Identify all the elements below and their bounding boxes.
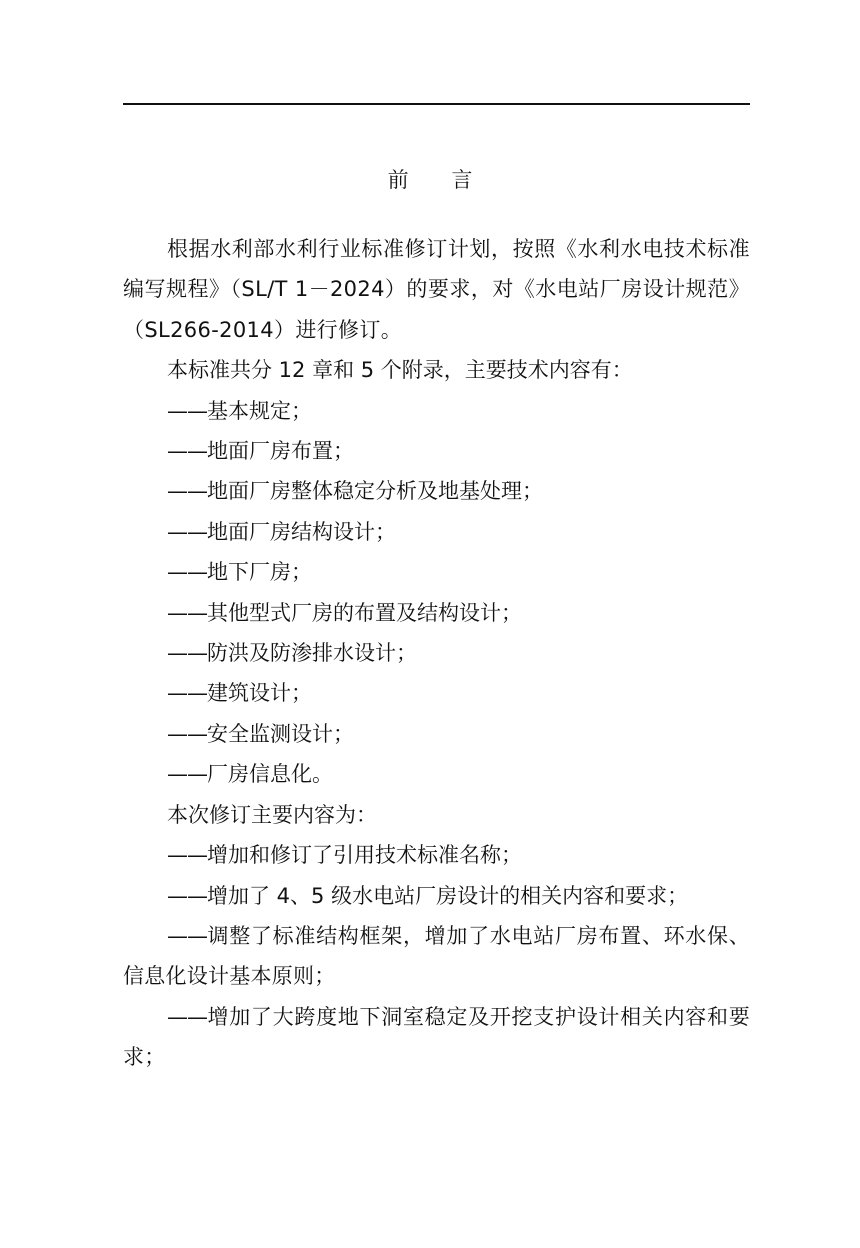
list-item-text: 增加了 4、5 级水电站厂房设计的相关内容和要求； [207, 883, 689, 908]
list-item-text: 其他型式厂房的布置及结构设计； [207, 600, 522, 625]
list-item-text: 地面厂房整体稳定分析及地基处理； [207, 479, 543, 504]
list-item-text: 基本规定； [207, 398, 312, 423]
dash-marker: —— [167, 398, 207, 423]
list-item [123, 633, 750, 673]
list-item-text: 厂房信息化。 [207, 762, 333, 787]
intro-paragraph: 根据水利部水利行业标准修订计划，按照《水利水电技术标准编写规程》（SL/T 1－2024）的要求，对《水电站厂房设计规范》（SL266-2014）进行修订。 [123, 237, 750, 342]
dash-marker: —— [167, 762, 207, 787]
dash-marker: —— [167, 843, 207, 868]
list-item [123, 754, 750, 794]
list-item [123, 714, 750, 754]
technical-contents-list [123, 391, 750, 795]
list-item [123, 997, 750, 1078]
header-rule [123, 103, 750, 105]
document-body [123, 229, 750, 1078]
list-item [123, 471, 750, 511]
list-item-text: 增加和修订了引用技术标准名称； [207, 843, 522, 868]
list-item-text: 增加了大跨度地下洞室稳定及开挖支护设计相关内容和要求； [123, 1004, 750, 1070]
dash-marker: —— [167, 519, 207, 544]
dash-marker: —— [167, 923, 207, 948]
list-item-text: 调整了标准结构框架，增加了水电站厂房布置、环水保、信息化设计基本原则； [123, 923, 750, 989]
list-item-text: 建筑设计； [207, 681, 312, 706]
dash-marker: —— [167, 479, 207, 504]
list-item [123, 431, 750, 471]
revision-contents-intro: 本次修订主要内容为： [167, 802, 377, 827]
dash-marker: —— [167, 439, 207, 464]
dash-marker: —— [167, 560, 207, 585]
list-item-text: 地面厂房结构设计； [207, 519, 396, 544]
dash-marker: —— [167, 883, 207, 908]
list-item [123, 916, 750, 997]
dash-marker: —— [167, 600, 207, 625]
revision-contents-list [123, 835, 750, 1077]
technical-contents-intro: 本标准共分 12 章和 5 个附录，主要技术内容有： [167, 358, 633, 383]
dash-marker: —— [167, 681, 207, 706]
page-title: 前 言 [387, 168, 491, 192]
list-item [123, 593, 750, 633]
list-item [123, 512, 750, 552]
list-item-text: 地面厂房布置； [207, 439, 354, 464]
dash-marker: —— [167, 641, 207, 666]
list-item [123, 673, 750, 713]
list-item [123, 552, 750, 592]
list-item-text: 地下厂房； [207, 560, 312, 585]
list-item [123, 876, 750, 916]
list-item-text: 防洪及防渗排水设计； [207, 641, 417, 666]
dash-marker: —— [167, 1004, 207, 1029]
list-item [123, 391, 750, 431]
dash-marker: —— [167, 721, 207, 746]
list-item [123, 835, 750, 875]
list-item-text: 安全监测设计； [207, 721, 354, 746]
